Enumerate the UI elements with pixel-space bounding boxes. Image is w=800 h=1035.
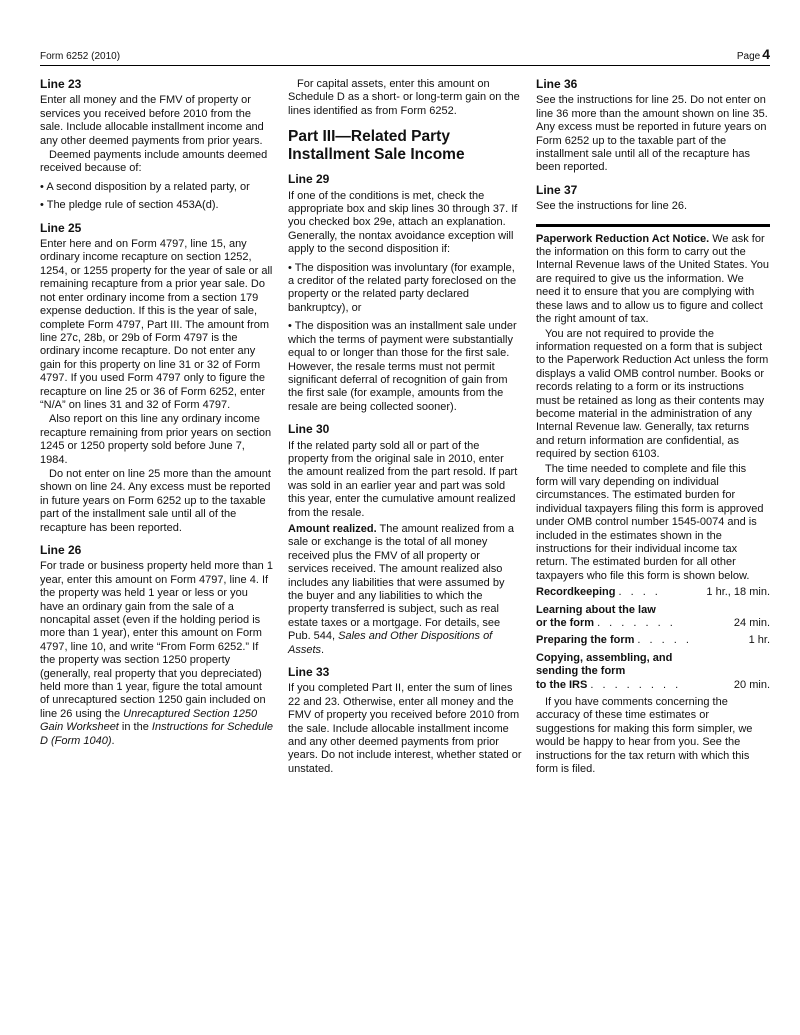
bold-run: Paperwork Reduction Act Notice. xyxy=(536,232,710,245)
bold-run: Amount realized. xyxy=(288,522,377,535)
italic-run: Instructions for Schedule D (Form 1040) xyxy=(40,721,273,747)
text-run: Do not enter on line 25 more than the amount shown on line 24. Any excess must be reported in future years on Form 6252 up to the taxable part of the installment sale until all of the recapture has been reported. xyxy=(40,467,271,534)
paragraph xyxy=(40,413,274,467)
paragraph xyxy=(536,328,770,462)
text-run: The disposition was involuntary (for example, a creditor of the related party foreclosed on the property or the related party declared bankruptcy), or xyxy=(288,261,517,314)
dot-leader: . . . . . xyxy=(637,634,692,647)
paragraph xyxy=(536,233,770,327)
line-heading: Line 29 xyxy=(288,172,330,187)
text-run: Enter here and on Form 4797, line 15, any ordinary income recapture on section 1252, 1254, or 1255 property for the year of sale or all remaining recapture from a prior year sale. Do not enter ordinary income from a section 179 expense deduction. If this is the year of sale, complete Form 4797, Part III. The amount from line 27c, 28b, or 29b of Form 4797 is the ordinary income recapture. Do not enter any gain for this property on line 31 or 32 of Form 4797. If you used Form 4797 only to figure the recapture on line 25 or 36 of Form 6252, enter “N/A” on lines 31 and 32 of Form 4797. xyxy=(40,238,273,411)
paragraph xyxy=(536,94,770,174)
text-run: The time needed to complete and file this form will vary depending on individual circumstances. The estimated burden for individual taxpayers filing this form is approved under OMB control number 1545-0074 and is included in the estimates shown in the instructions for their individual income tax return. The estimated burden for all other taxpayers who file this form is shown below. xyxy=(536,462,764,582)
paragraph xyxy=(536,696,770,776)
column-2 xyxy=(288,78,522,777)
page-header xyxy=(40,46,770,66)
line-heading: Line 37 xyxy=(536,182,578,197)
part-heading: Part III—Related Party Installment Sale Income xyxy=(288,128,465,164)
burden-item xyxy=(536,604,770,631)
text-run: If one of the conditions is met, check the appropriate box and skip lines 30 through 37. If you checked box 29e, attach an explanation. Generally, the nontax avoidance exception will apply to the second disposition if: xyxy=(288,189,518,256)
column-3 xyxy=(536,78,770,777)
text-run: We ask for the information on this form to carry out the Internal Revenue laws of the United States. You are required to give us the information. We need it to ensure that you are complying with these laws and to allow us to figure and collect the right amount of tax. xyxy=(536,232,769,326)
page-indicator xyxy=(737,46,770,62)
dot-leader: . . . . . . . xyxy=(597,617,676,630)
text-run: Enter all money and the FMV of property or services you received before 2010 from the sale. Include allocable installment income and any other deemed payments from prior years. xyxy=(40,94,264,147)
italic-run: Sales and Other Dispositions of Assets xyxy=(288,630,493,656)
burden-value: 1 hr., 18 min. xyxy=(706,586,770,599)
burden-row xyxy=(536,586,770,599)
bullet-item xyxy=(40,199,274,212)
paragraph xyxy=(288,523,522,657)
line-heading: Line 30 xyxy=(288,422,330,437)
page-label: Page xyxy=(736,51,761,62)
bullet-icon: • xyxy=(40,180,47,193)
paragraph xyxy=(40,468,274,535)
burden-label-line: sending the form xyxy=(536,665,626,678)
line-heading: Line 36 xyxy=(536,77,578,91)
paragraph xyxy=(288,440,522,520)
text-run: See the instructions for line 26. xyxy=(536,200,688,213)
text-run: You are not required to provide the information requested on a form that is subject to the Paperwork Reduction Act unless the form displays a valid OMB control number. Books or records relating to a form or its instructions must be retained as long as their contents may become material in the administration of any Internal Revenue law. Generally, tax returns and return information are confidential, as required by section 6103. xyxy=(536,327,769,461)
burden-item xyxy=(536,586,770,599)
bullet-icon: • xyxy=(288,261,295,274)
paragraph xyxy=(288,682,522,776)
text-run: A second disposition by a related party, or xyxy=(46,180,250,193)
italic-run: Unrecaptured Section 1250 Gain Worksheet xyxy=(40,707,258,734)
burden-label: to the IRS xyxy=(536,678,588,691)
burden-value: 24 min. xyxy=(733,617,770,630)
text-run: Deemed payments include amounts deemed received because of: xyxy=(40,149,268,175)
burden-value: 20 min. xyxy=(733,678,770,691)
bullet-item xyxy=(288,262,522,316)
burden-label: or the form xyxy=(536,617,595,630)
text-run: The pledge rule of section 453A(d). xyxy=(46,199,219,212)
burden-label: Preparing the form xyxy=(536,634,635,647)
text-run: . xyxy=(111,734,115,747)
paragraph xyxy=(40,94,274,148)
burden-row xyxy=(536,634,770,647)
text-run: See the instructions for line 25. Do not enter on line 36 more than the amount shown on line 35. Any excess must be reported in future years on Form 6252 up to the taxable part of the installment sale until all of the recapture has been reported. xyxy=(536,94,768,174)
burden-label-line: Learning about the law xyxy=(536,603,656,616)
line-heading: Line 23 xyxy=(40,77,82,91)
text-columns xyxy=(40,78,770,777)
paragraph xyxy=(288,190,522,257)
form-id: Form 6252 (2010) xyxy=(40,51,121,62)
paragraph xyxy=(40,560,274,748)
burden-row xyxy=(536,617,770,630)
paragraph xyxy=(536,463,770,584)
paragraph xyxy=(536,200,770,213)
burden-row xyxy=(536,679,770,692)
text-run: If you completed Part II, enter the sum of lines 22 and 23. Otherwise, enter all money and the FMV of property you received before 2010 from the sale. Include allocable installment income and any other deemed payments from prior years. Do not include interest, whether stated or unstated. xyxy=(288,682,522,775)
dot-leader: . . . . . . . . xyxy=(590,678,682,691)
page-number: 4 xyxy=(762,46,770,62)
text-run: If you have comments concerning the accuracy of these time estimates or suggestions for making this form simpler, we would be happy to hear from you. See the instructions for the tax return with which this form is filed. xyxy=(536,696,753,776)
text-run: . xyxy=(321,643,325,656)
paragraph xyxy=(40,238,274,412)
line-heading: Line 33 xyxy=(288,665,330,680)
text-run: For trade or business property held more than 1 year, enter this amount on Form 4797, line 4. If the property was held 1 year or less or you have an ordinary gain from the sale of a noncapital asset (even if the holding period is more than 1 year), enter this amount on Form 4797, line 10, and write “From Form 6252.” If the property was section 1250 property (generally, real property that you depreciated) held more than 1 year, figure the total amount of unrecaptured section 1250 gain included on line 26 using the xyxy=(40,560,273,720)
burden-item xyxy=(536,652,770,692)
line-heading: Line 25 xyxy=(40,220,82,235)
burden-label: Recordkeeping xyxy=(536,586,616,599)
text-run: For capital assets, enter this amount on Schedule D as a short- or long-term gain on the lines identified as from Form 6252. xyxy=(288,78,520,117)
text-run: The amount realized from a sale or exchange is the total of all money received plus the FMV of all property or services received. The amount realized also includes any liabilities that were assumed by the buyer and any liabilities to which the property transferred is subject, such as real estate taxes or a mortgage. For details, see Pub. 544, xyxy=(288,522,514,643)
burden-value: 1 hr. xyxy=(748,634,770,647)
text-run: Also report on this line any ordinary income recapture remaining from prior years on section 1245 or 1250 property sold before June 7, 1984. xyxy=(40,413,272,466)
bullet-icon: • xyxy=(288,320,295,333)
paragraph xyxy=(40,149,274,176)
dot-leader: . . . . xyxy=(618,586,661,599)
bullet-item xyxy=(288,320,522,414)
paragraph xyxy=(288,78,522,118)
text-run: If the related party sold all or part of the property from the original sale in 2010, enter the amount realized from the part resold. If part was sold in an earlier year and part was sold this year, enter the cumulative amount realized from the resale. xyxy=(288,439,518,519)
bullet-icon: • xyxy=(40,199,47,212)
text-run: in the xyxy=(118,721,152,734)
bullet-item xyxy=(40,181,274,194)
line-heading: Line 26 xyxy=(40,543,82,557)
column-1 xyxy=(40,78,274,777)
section-divider xyxy=(536,224,770,227)
burden-label-line: Copying, assembling, and xyxy=(536,651,673,664)
text-run: The disposition was an installment sale under which the terms of payment were substantially equal to or longer than those for the first sale. However, the resale terms must not permit significant deferral of recognition of gain from the first sale (for example, amounts from the resale are being collected sooner). xyxy=(288,320,517,413)
burden-item xyxy=(536,634,770,647)
